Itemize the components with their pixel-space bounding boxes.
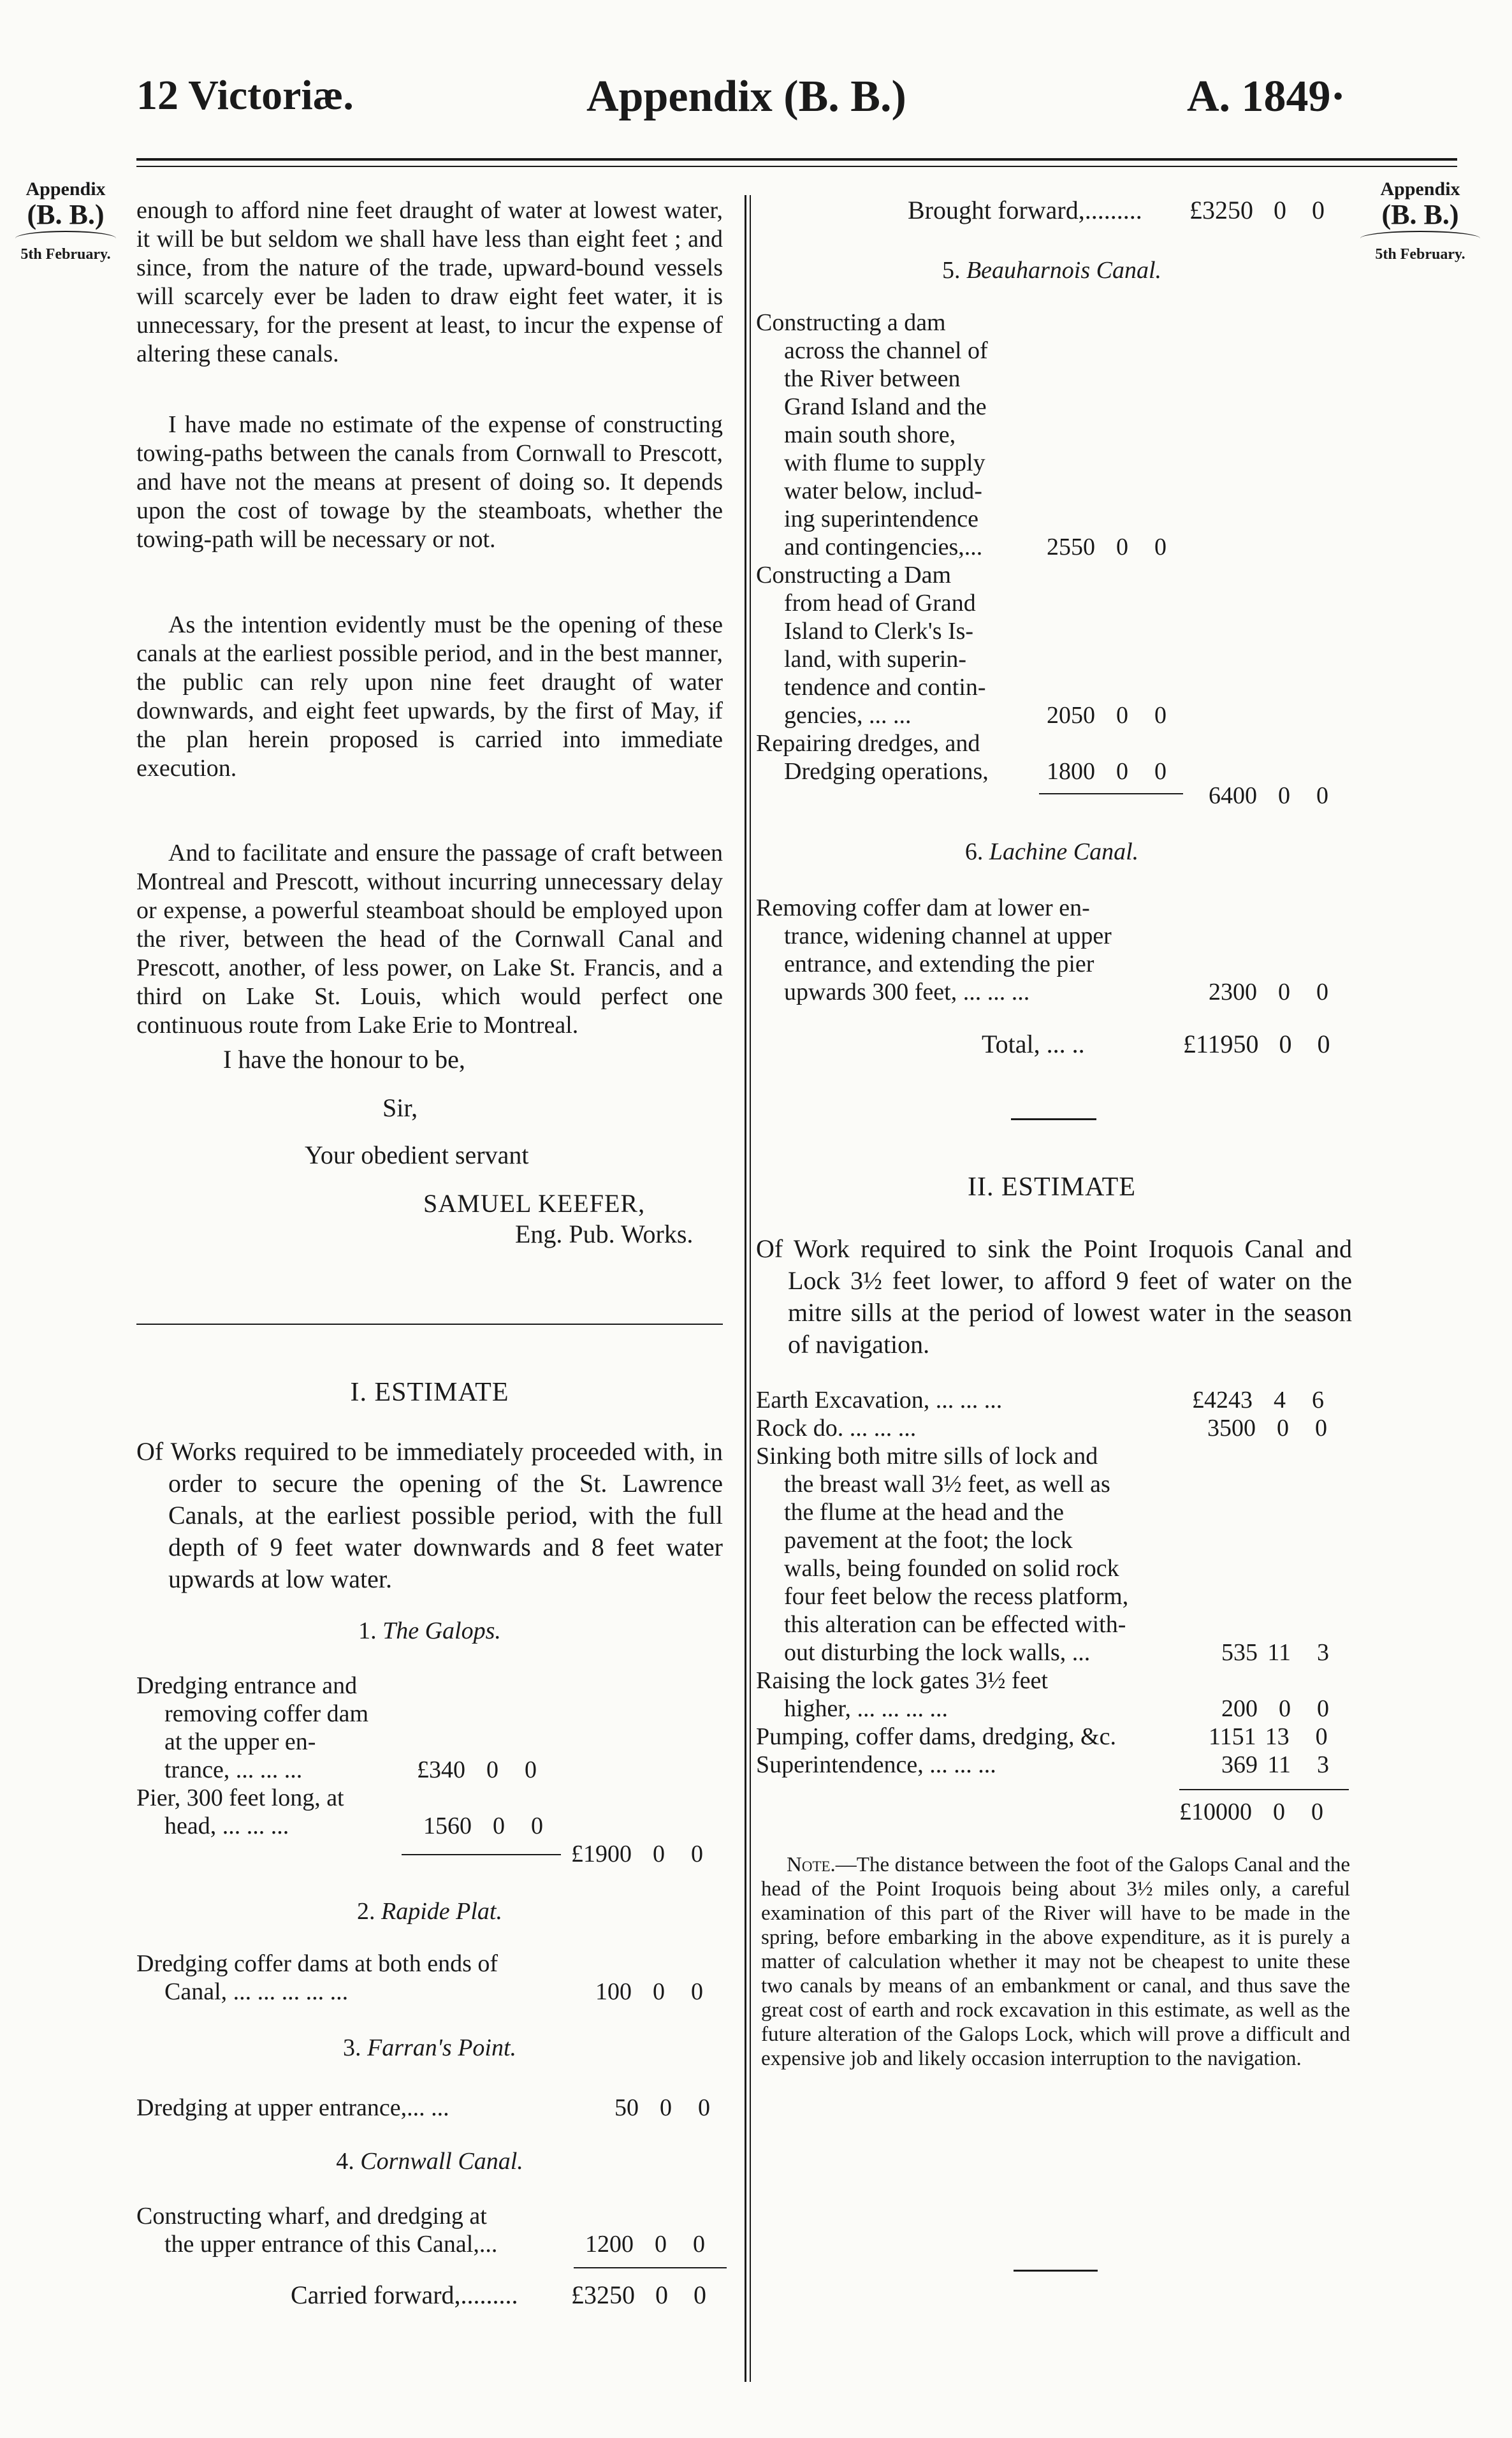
- section-title: Farran's Point.: [367, 2034, 517, 2061]
- margin-note-left: [5, 179, 126, 263]
- pence: 6: [1312, 1387, 1324, 1413]
- e2-row-earth: Earth Excavation, ... ... ...: [756, 1387, 1003, 1413]
- item-line: Repairing dredges, and: [756, 730, 980, 757]
- galops-item-1: [136, 1672, 404, 1784]
- signature-name: SAMUEL KEEFER,: [423, 1189, 646, 1218]
- section-number: 2.: [357, 1898, 375, 1925]
- item-line: Island to Clerk's Is-: [784, 618, 974, 645]
- item-line: four feet below the recess platform,: [784, 1583, 1129, 1610]
- section-farrans-point-heading: [136, 2034, 723, 2062]
- header-regnal-year: 12 Victoriæ.: [136, 72, 354, 119]
- section-number: 4.: [336, 2148, 354, 2175]
- item-line: across the channel of: [784, 337, 988, 364]
- section-rule: [136, 1324, 723, 1325]
- pounds: 2050: [1047, 702, 1095, 729]
- section-title: Rapide Plat.: [381, 1898, 502, 1925]
- section-rule: [1011, 1118, 1096, 1120]
- pence: 3: [1317, 1639, 1329, 1666]
- e2-row-pumping: Pumping, coffer dams, dredging, &c.: [756, 1723, 1116, 1750]
- pence: 0: [691, 1841, 703, 1867]
- shillings: 0: [1279, 1695, 1291, 1722]
- galops-item-1-amount: [417, 1756, 537, 1784]
- item-line: walls, being founded on solid rock: [784, 1555, 1119, 1582]
- rapide-plat-item: [136, 1950, 583, 2006]
- pence: 0: [531, 1813, 543, 1839]
- section-galops-heading: [136, 1617, 723, 1645]
- e2-row-pumping-amount: [1209, 1723, 1328, 1751]
- letter-paragraph-4: And to facilitate and ensure the passage of craft between Montreal and Prescott, without incurring unnecessary delay or expense, a powerful steamboat should be employed upon the river, between the head of the Cornwall Canal and Prescott, another, of less power, on Lake St. Francis, and a third on Lake St. Louis, which would perfect one continuous route from Lake Erie to Montreal.: [136, 840, 723, 1039]
- pounds: 2550: [1047, 534, 1095, 560]
- estimate-1-heading: I. ESTIMATE: [350, 1378, 509, 1407]
- pence: 3: [1317, 1751, 1329, 1778]
- pence: 0: [1315, 1415, 1327, 1442]
- beauharnois-total: [1209, 782, 1328, 810]
- section-rapide-plat-heading: [136, 1897, 723, 1925]
- shillings: 0: [1116, 702, 1128, 729]
- section-number: 3.: [342, 2034, 361, 2061]
- pence: 0: [1312, 196, 1325, 224]
- pence: 0: [525, 1756, 537, 1783]
- pounds: £1900: [571, 1841, 632, 1867]
- galops-item-2-amount: [423, 1812, 543, 1840]
- pounds: 535: [1221, 1639, 1258, 1666]
- item-line: Grand Island and the: [784, 393, 987, 420]
- pounds: £340: [417, 1756, 465, 1783]
- galops-total: [571, 1840, 703, 1868]
- carried-forward-label: Carried forward,.........: [291, 2281, 518, 2309]
- item-line: from head of Grand: [784, 590, 976, 617]
- e2-row-raising: [756, 1667, 1189, 1723]
- item-line: the breast wall 3½ feet, as well as: [784, 1471, 1110, 1498]
- item-line: upwards 300 feet, ... ... ...: [784, 979, 1030, 1005]
- brought-forward-label: Brought forward,.........: [908, 196, 1142, 224]
- pounds: 1200: [585, 2231, 634, 2258]
- shillings: 0: [655, 2281, 668, 2309]
- brace-mark: [15, 231, 116, 246]
- item-line: gencies, ... ...: [784, 702, 912, 729]
- item-line: Sinking both mitre sills of lock and: [756, 1443, 1098, 1470]
- item-line: entrance, and extending the pier: [784, 951, 1094, 977]
- pence: 0: [693, 2231, 705, 2258]
- section-title: Beauharnois Canal.: [966, 257, 1162, 284]
- beauharnois-item-2-amount: [1047, 701, 1167, 729]
- item-line: removing coffer dam: [164, 1700, 369, 1727]
- section-beauharnois-heading: [759, 256, 1345, 284]
- farrans-point-item: Dredging at upper entrance,... ...: [136, 2094, 449, 2121]
- pounds: 100: [595, 1978, 632, 2005]
- margin-section: (B. B.): [1381, 199, 1459, 230]
- item-line: Canal, ... ... ... ... ...: [164, 1978, 349, 2005]
- item-line: the upper entrance of this Canal,...: [164, 2231, 498, 2258]
- pounds: 1151: [1209, 1723, 1256, 1750]
- carried-forward-amount: [571, 2281, 706, 2309]
- e2-row-sinking-amount: [1221, 1639, 1329, 1667]
- shillings: 13: [1265, 1723, 1290, 1750]
- column-divider: [745, 195, 746, 2382]
- item-line: head, ... ... ...: [164, 1813, 289, 1839]
- item-line: Dredging entrance and: [136, 1672, 358, 1699]
- e2-row-rock-amount: [1207, 1414, 1327, 1442]
- margin-date: 5th February.: [20, 246, 111, 263]
- pounds: £3250: [571, 2281, 635, 2309]
- pounds: 369: [1221, 1751, 1258, 1778]
- sum-rule: [1179, 1789, 1349, 1790]
- shillings: 0: [493, 1813, 505, 1839]
- margin-note-right: [1350, 179, 1490, 263]
- letter-paragraph-3: As the intention evidently must be the opening of these canals at the earliest possible period, and in the best manner, the public can rely upon nine feet draught of water downwards, and eight feet upwards, by the first of May, if the plan herein proposed is carried into immediate execution.: [136, 611, 723, 782]
- item-line: and contingencies,...: [784, 534, 983, 560]
- section-title: Lachine Canal.: [989, 838, 1139, 865]
- item-line: tendence and contin-: [784, 674, 986, 701]
- shillings: 0: [655, 2231, 667, 2258]
- item-line: with flume to supply: [784, 449, 985, 476]
- closing-line-3: Your obedient servant: [305, 1141, 529, 1169]
- section-number: 5.: [941, 257, 961, 284]
- beauharnois-item-3: [756, 729, 1036, 785]
- item-line: higher, ... ... ... ...: [784, 1695, 949, 1722]
- pounds: £11950: [1183, 1030, 1259, 1058]
- pounds: 1800: [1047, 758, 1095, 785]
- item-line: Removing coffer dam at lower en-: [756, 894, 1090, 921]
- cornwall-canal-amount: [585, 2230, 705, 2258]
- e2-row-superintendence-amount: [1221, 1751, 1329, 1779]
- galops-item-2: [136, 1784, 404, 1840]
- total-amount: [1183, 1030, 1330, 1058]
- pence: 0: [1154, 758, 1167, 785]
- section-title: Cornwall Canal.: [360, 2148, 523, 2175]
- item-line: land, with superin-: [784, 646, 967, 673]
- shillings: 0: [1279, 1030, 1292, 1058]
- subtotal-rule: [1039, 793, 1183, 794]
- item-line: at the upper en-: [164, 1728, 316, 1755]
- margin-date: 5th February.: [1375, 246, 1465, 263]
- pence: 0: [1317, 1030, 1330, 1058]
- item-line: Constructing wharf, and dredging at: [136, 2203, 487, 2230]
- e2-row-raising-amount: [1221, 1695, 1329, 1723]
- pounds: 6400: [1209, 782, 1257, 809]
- item-line: Constructing a Dam: [756, 562, 952, 588]
- section-lachine-heading: [759, 838, 1345, 866]
- closing-line-1: I have the honour to be,: [223, 1045, 465, 1074]
- footnote: [761, 1853, 1350, 2071]
- pence: 0: [694, 2281, 706, 2309]
- item-line: the River between: [784, 365, 961, 392]
- item-line: Constructing a dam: [756, 309, 946, 336]
- shillings: 0: [1278, 782, 1290, 809]
- lachine-item: [756, 894, 1189, 1006]
- letter-paragraph-2: I have made no estimate of the expense of constructing towing-paths between the canals from Cornwall to Prescott, and have not the means at present of doing so. It depends upon the cost of towage by the steamboats, whether the towing-path will be necessary or not.: [136, 411, 723, 553]
- item-line: Dredging coffer dams at both ends of: [136, 1950, 498, 1977]
- item-line: this alteration can be effected with-: [784, 1611, 1126, 1638]
- pence: 0: [1316, 979, 1328, 1005]
- section-number: 1.: [358, 1617, 377, 1644]
- header-year: A. 1849·: [1187, 72, 1346, 121]
- beauharnois-item-1-amount: [1047, 533, 1167, 561]
- letter-paragraph-1: enough to afford nine feet draught of water at lowest water, it will be but seldom we shall have less than eight feet ; and since, from the nature of the trade, upward-bound vessels will scarcely ever be laden to draw eight feet water, it is unnecessary, for the present at least, to incur the expense of altering these canals.: [136, 197, 723, 367]
- e2-row-rock: Rock do. ... ... ...: [756, 1415, 917, 1442]
- estimate-2-description: Of Work required to sink the Point Iroquois Canal and Lock 3½ feet lower, to afford 9 feet of water on the mitre sills at the period of lowest water in the season of navigation.: [756, 1234, 1352, 1359]
- signature-title: Eng. Pub. Works.: [515, 1220, 694, 1248]
- estimate-1-description: Of Works required to be immediately proceeded with, in order to secure the opening of the St. Lawrence Canals, at the earliest possible period, with the full depth of 9 feet water downwards and 8 feet water upwards at low water.: [136, 1437, 723, 1593]
- pence: 0: [691, 1978, 703, 2005]
- pounds: 1560: [423, 1813, 472, 1839]
- pounds: £3250: [1189, 196, 1253, 224]
- pounds: 200: [1221, 1695, 1258, 1722]
- pence: 0: [698, 2094, 710, 2121]
- pence: 0: [1315, 1723, 1328, 1750]
- shillings: 11: [1267, 1751, 1291, 1778]
- pounds: £10000: [1179, 1799, 1252, 1825]
- shillings: 4: [1274, 1387, 1286, 1413]
- beauharnois-item-3-amount: [1047, 757, 1167, 785]
- closing-rule: [1014, 2270, 1098, 2272]
- item-line: Pier, 300 feet long, at: [136, 1785, 344, 1811]
- closing-line-2: Sir,: [382, 1093, 418, 1122]
- shillings: 0: [1277, 1415, 1289, 1442]
- header-rule: [136, 158, 1457, 161]
- note-label: Note.: [787, 1853, 836, 1876]
- farrans-point-amount: [614, 2094, 710, 2122]
- shillings: 0: [1274, 196, 1286, 224]
- item-line: pavement at the foot; the lock: [784, 1527, 1073, 1554]
- shillings: 0: [660, 2094, 672, 2121]
- total-label: Total, ... ..: [982, 1030, 1085, 1058]
- beauharnois-item-1: [756, 309, 1024, 561]
- item-line: the flume at the head and the: [784, 1499, 1064, 1526]
- pounds: 50: [614, 2094, 639, 2121]
- lachine-amount: [1209, 978, 1328, 1006]
- column-divider-thin: [750, 195, 751, 2382]
- item-line: trance, widening channel at upper: [784, 923, 1112, 949]
- section-title: The Galops.: [382, 1617, 501, 1644]
- shillings: 0: [653, 1841, 665, 1867]
- sum-rule: [574, 2267, 727, 2268]
- pounds: 2300: [1209, 979, 1257, 1005]
- item-line: main south shore,: [784, 421, 956, 448]
- margin-appendix: Appendix: [1380, 179, 1460, 200]
- beauharnois-item-2: [756, 561, 1024, 729]
- e2-row-sinking: [756, 1442, 1189, 1667]
- estimate-2-heading: II. ESTIMATE: [968, 1172, 1136, 1202]
- pence: 0: [1317, 1695, 1329, 1722]
- shillings: 11: [1267, 1639, 1291, 1666]
- item-line: Raising the lock gates 3½ feet: [756, 1667, 1048, 1694]
- brace-mark: [1360, 231, 1480, 246]
- rapide-plat-amount: [595, 1978, 703, 2006]
- brought-forward-amount: [1189, 196, 1325, 224]
- e2-total: [1179, 1798, 1323, 1826]
- shillings: 0: [1278, 979, 1290, 1005]
- e2-row-earth-amount: [1192, 1386, 1324, 1414]
- subtotal-rule: [402, 1854, 561, 1855]
- shillings: 0: [1116, 534, 1128, 560]
- header-rule-thin: [136, 166, 1457, 167]
- section-number: 6.: [964, 838, 984, 865]
- shillings: 0: [1273, 1799, 1285, 1825]
- shillings: 0: [1116, 758, 1128, 785]
- pence: 0: [1311, 1799, 1323, 1825]
- margin-section: (B. B.): [27, 199, 105, 230]
- margin-appendix: Appendix: [25, 179, 106, 200]
- pounds: 3500: [1207, 1415, 1256, 1442]
- header-appendix-title: Appendix (B. B.): [586, 72, 906, 121]
- section-cornwall-canal-heading: [136, 2147, 723, 2175]
- shillings: 0: [653, 1978, 665, 2005]
- note-text: —The distance between the foot of the Galops Canal and the head of the Point Iroquois being about 3½ miles only, a careful examination of this part of the River will have to be made in the spring, before embarking in the above expenditure, as it is purely a matter of calculation whether it may not be cheapest to unite these two canals by means of an embankment or canal, and thus save the great cost of earth and rock excavation in this estimate, as well as the future alteration of the Galops Lock, which will prove a difficult and expensive job and likely occasion interruption to the navigation.: [761, 1853, 1350, 2070]
- item-line: trance, ... ... ...: [164, 1756, 303, 1783]
- item-line: out disturbing the lock walls, ...: [784, 1639, 1091, 1666]
- cornwall-canal-item: [136, 2202, 583, 2258]
- pence: 0: [1316, 782, 1328, 809]
- item-line: ing superintendence: [784, 506, 978, 532]
- item-line: Dredging operations,: [784, 758, 989, 785]
- pence: 0: [1154, 534, 1167, 560]
- item-line: water below, includ-: [784, 478, 982, 504]
- pence: 0: [1154, 702, 1167, 729]
- shillings: 0: [486, 1756, 498, 1783]
- pounds: £4243: [1192, 1387, 1253, 1413]
- e2-row-superintendence: Superintendence, ... ... ...: [756, 1751, 996, 1778]
